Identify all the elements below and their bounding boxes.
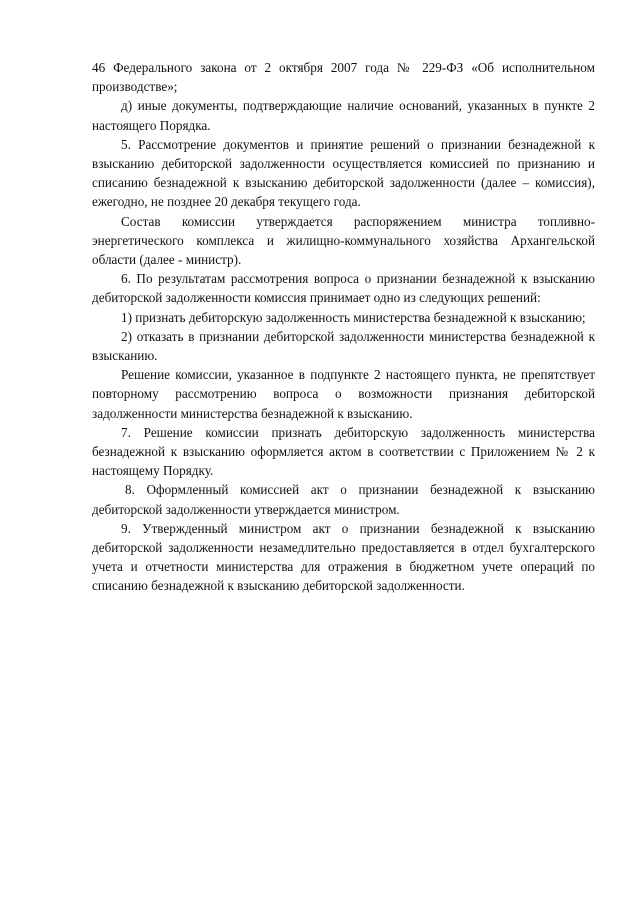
document-page <box>92 58 595 596</box>
paragraph-item-7: 7. Решение комиссии признать дебиторскую задолженность министерства безнадежной к взысканию оформляется актом в соответствии с Приложением № 2 к настоящему Порядку. <box>92 424 595 479</box>
paragraph-item-9: 9. Утвержденный министром акт о признании безнадежной к взысканию дебиторской задолженности незамедлительно предоставляется в отдел бухгалтерского учета и отчетности министерства для отражения в бюджетном учете операций по списанию безнадежной к взысканию дебиторской задолженности. <box>92 520 595 594</box>
paragraph-item-8: 8. Оформленный комиссией акт о признании безнадежной к взысканию дебиторской задолженности утверждается министром. <box>92 482 595 517</box>
paragraph-decision-1: 1) признать дебиторскую задолженность министерства безнадежной к взысканию; <box>121 309 586 325</box>
paragraph-decision-2: 2) отказать в признании дебиторской задолженности министерства безнадежной к взысканию. <box>92 328 595 364</box>
paragraph-item-6: 6. По результатам рассмотрения вопроса о признании безнадежной к взысканию дебиторской задолженности комиссия принимает одно из следующих решений: <box>92 271 595 306</box>
paragraph-commission-composition: Состав комиссии утверждается распоряжением министра топливно-энергетического комплекса и жилищно-коммунального хозяйства Архангельской области (далее - министр). <box>92 213 595 268</box>
paragraph-item-d: д) иные документы, подтверждающие наличие оснований, указанных в пункте 2 настоящего Порядка. <box>92 98 595 133</box>
paragraph-continuation: 46 Федерального закона от 2 октября 2007 года № 229-ФЗ «Об исполнительном производстве»; <box>92 60 595 95</box>
paragraph-decision-note: Решение комиссии, указанное в подпункте 2 настоящего пункта, не препятствует повторному рассмотрению вопроса о возможности признания дебиторской задолженности министерства безнадежной к взысканию. <box>92 367 595 421</box>
paragraph-item-5: 5. Рассмотрение документов и принятие решений о признании безнадежной к взысканию дебиторской задолженности осуществляется комиссией по признанию и списанию безнадежной к взысканию дебиторской задолженности (далее – комиссия), ежегодно, не позднее 20 декабря текущего года. <box>92 136 595 210</box>
